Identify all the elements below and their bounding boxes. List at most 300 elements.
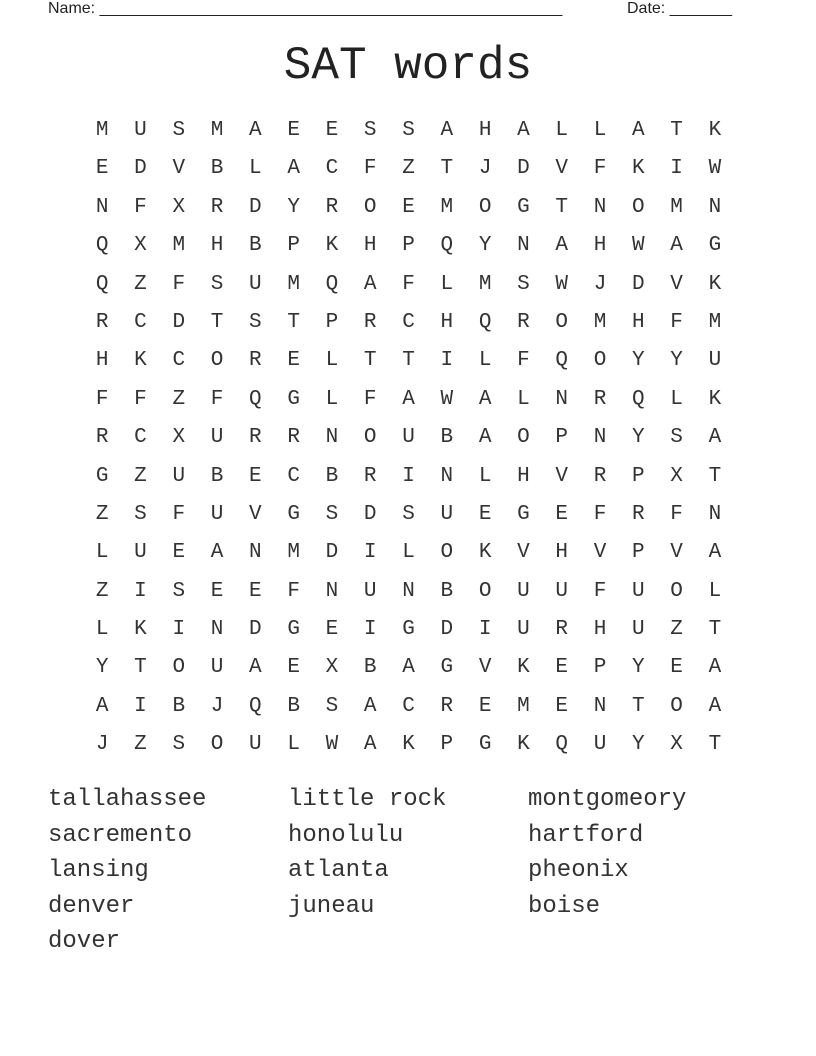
grid-cell: E xyxy=(555,656,569,680)
word-bank-item: boise xyxy=(528,892,601,920)
grid-cell: A xyxy=(402,387,415,411)
grid-cell: P xyxy=(402,234,415,258)
grid-cell: S xyxy=(670,426,683,450)
grid-cell: J xyxy=(210,694,224,718)
grid-cell: N xyxy=(325,426,339,450)
grid-cell: U xyxy=(134,541,147,565)
grid-cell: L xyxy=(402,541,415,565)
grid-cell: X xyxy=(325,656,339,680)
grid-cell: L xyxy=(517,387,530,411)
grid-cell: K xyxy=(517,733,530,757)
grid-cell: Y xyxy=(95,656,109,680)
grid-cell: Y xyxy=(632,349,645,373)
grid-cell: N xyxy=(402,579,415,603)
grid-cell: L xyxy=(670,387,683,411)
grid-cell: V xyxy=(249,502,262,526)
grid-cell: Z xyxy=(670,618,683,642)
grid-cell: M xyxy=(708,310,722,334)
grid-cell: A xyxy=(249,656,262,680)
grid-cell: Y xyxy=(670,349,683,373)
grid-cell: E xyxy=(95,157,109,181)
grid-cell: O xyxy=(670,694,683,718)
grid-cell: Q xyxy=(440,234,454,258)
grid-cell: D xyxy=(440,618,454,642)
grid-cell: V xyxy=(670,541,683,565)
grid-cell: A xyxy=(363,733,377,757)
grid-cell: H xyxy=(632,310,645,334)
grid-cell: I xyxy=(172,618,186,642)
grid-cell: L xyxy=(593,119,607,142)
grid-row xyxy=(83,227,734,265)
grid-cell: X xyxy=(670,464,683,488)
grid-cell: R xyxy=(363,464,377,488)
grid-cell: I xyxy=(134,694,147,718)
date-field: Date: _______ xyxy=(627,0,732,17)
grid-cell: J xyxy=(593,272,607,296)
grid-cell: E xyxy=(478,694,492,718)
grid-cell: U xyxy=(134,119,147,142)
grid-cell: A xyxy=(249,119,262,142)
grid-cell: R xyxy=(440,694,454,718)
grid-cell: P xyxy=(555,426,569,450)
grid-cell: R xyxy=(249,349,262,373)
grid-cell: U xyxy=(632,579,645,603)
grid-cell: L xyxy=(478,349,492,373)
grid-cell: B xyxy=(287,694,300,718)
grid-cell: J xyxy=(478,157,492,181)
grid-cell: L xyxy=(440,272,454,296)
word-bank xyxy=(48,782,768,960)
grid-cell: L xyxy=(249,157,262,181)
grid-cell: E xyxy=(555,694,569,718)
grid-cell: Z xyxy=(134,272,147,296)
grid-cell: C xyxy=(402,694,415,718)
grid-cell: A xyxy=(478,426,492,450)
grid-cell: O xyxy=(172,656,186,680)
grid-cell: M xyxy=(287,541,300,565)
grid-cell: M xyxy=(517,694,530,718)
letter-grid xyxy=(83,112,734,765)
grid-cell: T xyxy=(287,310,300,334)
grid-cell: N xyxy=(517,234,530,258)
grid-cell: O xyxy=(363,426,377,450)
grid-cell: Y xyxy=(632,426,645,450)
grid-cell: M xyxy=(440,195,454,219)
grid-cell: O xyxy=(440,541,454,565)
grid-cell: N xyxy=(325,579,339,603)
grid-cell: I xyxy=(402,464,415,488)
grid-cell: P xyxy=(440,733,454,757)
grid-cell: K xyxy=(517,656,530,680)
grid-cell: C xyxy=(134,310,147,334)
grid-row xyxy=(83,112,734,150)
grid-cell: I xyxy=(440,349,454,373)
grid-cell: M xyxy=(210,119,224,142)
grid-row xyxy=(83,342,734,380)
grid-cell: Z xyxy=(134,464,147,488)
grid-row xyxy=(83,534,734,572)
grid-cell: L xyxy=(708,579,722,603)
grid-cell: G xyxy=(95,464,109,488)
grid-cell: B xyxy=(210,157,224,181)
grid-cell: T xyxy=(363,349,377,373)
grid-cell: S xyxy=(402,502,415,526)
grid-cell: T xyxy=(555,195,569,219)
grid-cell: S xyxy=(210,272,224,296)
grid-cell: O xyxy=(210,733,224,757)
grid-cell: B xyxy=(325,464,339,488)
grid-row xyxy=(83,304,734,342)
grid-cell: F xyxy=(210,387,224,411)
grid-cell: N xyxy=(708,502,722,526)
grid-cell: X xyxy=(134,234,147,258)
word-bank-item: little rock xyxy=(288,786,447,813)
grid-cell: N xyxy=(593,694,607,718)
word-bank-item: tallahassee xyxy=(48,786,207,813)
grid-cell: K xyxy=(402,733,415,757)
grid-cell: L xyxy=(95,618,109,642)
grid-cell: H xyxy=(363,234,377,258)
grid-cell: E xyxy=(287,656,300,680)
grid-cell: T xyxy=(402,349,415,373)
grid-cell: Q xyxy=(478,310,492,334)
grid-cell: N xyxy=(555,387,569,411)
grid-cell: O xyxy=(478,579,492,603)
grid-cell: O xyxy=(517,426,530,450)
grid-cell: D xyxy=(249,618,262,642)
grid-cell: Z xyxy=(95,579,109,603)
grid-cell: R xyxy=(593,387,607,411)
grid-cell: R xyxy=(95,310,109,334)
grid-row xyxy=(83,726,734,764)
grid-cell: E xyxy=(210,579,224,603)
grid-row xyxy=(83,150,734,188)
grid-row xyxy=(83,189,734,227)
grid-cell: T xyxy=(708,464,722,488)
word-bank-item: hartford xyxy=(528,821,644,849)
grid-cell: H xyxy=(517,464,530,488)
grid-cell: Z xyxy=(172,387,186,411)
word-bank-item: denver xyxy=(48,892,135,920)
grid-cell: K xyxy=(708,119,722,142)
grid-cell: M xyxy=(95,119,109,142)
grid-cell: N xyxy=(249,541,262,565)
grid-cell: O xyxy=(593,349,607,373)
grid-cell: E xyxy=(325,618,339,642)
grid-cell: Q xyxy=(555,733,569,757)
grid-cell: U xyxy=(210,502,224,526)
grid-cell: A xyxy=(555,234,569,258)
grid-cell: G xyxy=(517,502,530,526)
grid-cell: D xyxy=(249,195,262,219)
grid-cell: R xyxy=(249,426,262,450)
name-field: Name: ____________________________________________________ xyxy=(48,0,563,17)
grid-cell: E xyxy=(402,195,415,219)
grid-cell: T xyxy=(210,310,224,334)
grid-cell: R xyxy=(325,195,339,219)
grid-cell: U xyxy=(402,426,415,450)
grid-cell: U xyxy=(249,733,262,757)
grid-cell: U xyxy=(440,502,454,526)
grid-cell: Q xyxy=(555,349,569,373)
grid-cell: R xyxy=(517,310,530,334)
grid-cell: A xyxy=(210,541,224,565)
grid-cell: K xyxy=(478,541,492,565)
word-bank-item: honolulu xyxy=(288,821,404,849)
word-bank-item: juneau xyxy=(288,892,375,920)
grid-row xyxy=(83,419,734,457)
grid-cell: E xyxy=(249,579,262,603)
grid-cell: G xyxy=(287,618,300,642)
grid-cell: S xyxy=(363,119,377,142)
grid-cell: N xyxy=(593,426,607,450)
grid-cell: W xyxy=(632,234,645,258)
grid-cell: U xyxy=(210,426,224,450)
grid-cell: S xyxy=(517,272,530,296)
grid-cell: F xyxy=(172,272,186,296)
grid-cell: O xyxy=(363,195,377,219)
grid-cell: D xyxy=(134,157,147,181)
grid-cell: L xyxy=(325,387,339,411)
grid-cell: S xyxy=(172,579,186,603)
grid-cell: V xyxy=(517,541,530,565)
grid-row xyxy=(83,496,734,534)
grid-cell: K xyxy=(708,272,722,296)
grid-row xyxy=(83,573,734,611)
grid-cell: U xyxy=(363,579,377,603)
grid-cell: N xyxy=(593,195,607,219)
grid-cell: S xyxy=(172,733,186,757)
grid-cell: G xyxy=(478,733,492,757)
grid-cell: F xyxy=(670,502,683,526)
grid-cell: D xyxy=(363,502,377,526)
grid-cell: S xyxy=(325,694,339,718)
grid-cell: H xyxy=(555,541,569,565)
grid-cell: Y xyxy=(632,733,645,757)
grid-cell: D xyxy=(517,157,530,181)
grid-cell: O xyxy=(632,195,645,219)
grid-cell: U xyxy=(555,579,569,603)
grid-cell: G xyxy=(517,195,530,219)
grid-cell: S xyxy=(134,502,147,526)
grid-cell: L xyxy=(95,541,109,565)
grid-cell: B xyxy=(172,694,186,718)
grid-cell: S xyxy=(402,119,415,142)
grid-cell: Q xyxy=(95,234,109,258)
grid-cell: E xyxy=(287,119,300,142)
grid-cell: Q xyxy=(325,272,339,296)
grid-cell: V xyxy=(478,656,492,680)
word-bank-item: montgomeory xyxy=(528,786,687,813)
grid-cell: U xyxy=(210,656,224,680)
grid-row xyxy=(83,266,734,304)
grid-cell: U xyxy=(517,579,530,603)
grid-cell: A xyxy=(670,234,683,258)
grid-cell: S xyxy=(325,502,339,526)
grid-cell: O xyxy=(670,579,683,603)
grid-cell: U xyxy=(172,464,186,488)
grid-cell: O xyxy=(478,195,492,219)
grid-cell: F xyxy=(402,272,415,296)
grid-cell: G xyxy=(708,234,722,258)
grid-cell: X xyxy=(172,195,186,219)
grid-cell: V xyxy=(593,541,607,565)
grid-cell: F xyxy=(95,387,109,411)
grid-cell: Z xyxy=(134,733,147,757)
word-bank-item: lansing xyxy=(48,857,149,885)
grid-cell: A xyxy=(440,119,454,142)
grid-cell: I xyxy=(363,541,377,565)
grid-cell: Q xyxy=(632,387,645,411)
grid-cell: Q xyxy=(249,694,262,718)
grid-cell: H xyxy=(210,234,224,258)
grid-cell: B xyxy=(210,464,224,488)
grid-cell: N xyxy=(210,618,224,642)
grid-cell: E xyxy=(555,502,569,526)
grid-cell: J xyxy=(95,733,109,757)
grid-cell: Q xyxy=(95,272,109,296)
grid-cell: F xyxy=(363,157,377,181)
grid-cell: S xyxy=(249,310,262,334)
grid-cell: O xyxy=(555,310,569,334)
grid-cell: L xyxy=(478,464,492,488)
grid-cell: G xyxy=(287,502,300,526)
grid-cell: K xyxy=(134,349,147,373)
grid-cell: U xyxy=(249,272,262,296)
grid-cell: E xyxy=(287,349,300,373)
grid-cell: F xyxy=(593,579,607,603)
grid-cell: O xyxy=(210,349,224,373)
grid-cell: H xyxy=(478,119,492,142)
grid-cell: U xyxy=(517,618,530,642)
grid-row xyxy=(83,611,734,649)
grid-cell: G xyxy=(287,387,300,411)
grid-cell: N xyxy=(440,464,454,488)
grid-cell: A xyxy=(632,119,645,142)
grid-cell: Y xyxy=(287,195,300,219)
grid-cell: W xyxy=(325,733,339,757)
grid-cell: U xyxy=(632,618,645,642)
grid-cell: P xyxy=(287,234,300,258)
grid-cell: Y xyxy=(632,656,645,680)
grid-cell: H xyxy=(95,349,109,373)
grid-cell: A xyxy=(708,656,722,680)
grid-cell: I xyxy=(478,618,492,642)
grid-cell: R xyxy=(632,502,645,526)
grid-cell: P xyxy=(632,541,645,565)
grid-row xyxy=(83,649,734,687)
grid-cell: R xyxy=(555,618,569,642)
grid-cell: F xyxy=(363,387,377,411)
grid-cell: X xyxy=(670,733,683,757)
grid-cell: M xyxy=(478,272,492,296)
grid-cell: L xyxy=(555,119,569,142)
grid-cell: Q xyxy=(249,387,262,411)
grid-cell: F xyxy=(593,157,607,181)
grid-cell: V xyxy=(555,464,569,488)
grid-cell: F xyxy=(134,195,147,219)
grid-cell: P xyxy=(593,656,607,680)
grid-cell: V xyxy=(555,157,569,181)
grid-cell: R xyxy=(95,426,109,450)
grid-cell: Z xyxy=(95,502,109,526)
grid-cell: E xyxy=(478,502,492,526)
grid-cell: E xyxy=(670,656,683,680)
grid-cell: V xyxy=(172,157,186,181)
grid-cell: B xyxy=(363,656,377,680)
grid-cell: P xyxy=(632,464,645,488)
grid-cell: E xyxy=(249,464,262,488)
grid-cell: S xyxy=(172,119,186,142)
grid-cell: T xyxy=(440,157,454,181)
page-title: SAT words xyxy=(283,40,533,92)
grid-cell: G xyxy=(402,618,415,642)
grid-cell: T xyxy=(708,733,722,757)
grid-cell: W xyxy=(708,157,722,181)
grid-cell: F xyxy=(287,579,300,603)
grid-cell: C xyxy=(325,157,339,181)
word-bank-item: pheonix xyxy=(528,857,629,885)
grid-cell: K xyxy=(134,618,147,642)
grid-cell: C xyxy=(134,426,147,450)
word-bank-item: sacremento xyxy=(48,821,193,849)
grid-cell: F xyxy=(670,310,683,334)
grid-cell: A xyxy=(478,387,492,411)
grid-cell: A xyxy=(708,541,722,565)
word-bank-item: atlanta xyxy=(288,857,389,885)
grid-cell: T xyxy=(708,618,722,642)
grid-cell: B xyxy=(440,579,454,603)
grid-cell: U xyxy=(708,349,722,373)
grid-cell: H xyxy=(593,234,607,258)
grid-cell: F xyxy=(172,502,186,526)
grid-cell: R xyxy=(593,464,607,488)
grid-cell: F xyxy=(593,502,607,526)
grid-cell: M xyxy=(287,272,300,296)
grid-cell: I xyxy=(670,157,683,181)
grid-cell: A xyxy=(708,426,722,450)
grid-cell: H xyxy=(440,310,454,334)
grid-cell: N xyxy=(95,195,109,219)
grid-cell: M xyxy=(172,234,186,258)
grid-cell: M xyxy=(670,195,683,219)
grid-cell: T xyxy=(134,656,147,680)
grid-cell: W xyxy=(555,272,569,296)
grid-cell: D xyxy=(325,541,339,565)
grid-cell: I xyxy=(134,579,147,603)
grid-cell: D xyxy=(172,310,186,334)
grid-cell: C xyxy=(402,310,415,334)
grid-row xyxy=(83,381,734,419)
grid-cell: F xyxy=(134,387,147,411)
grid-cell: R xyxy=(363,310,377,334)
grid-cell: E xyxy=(172,541,186,565)
grid-cell: B xyxy=(249,234,262,258)
grid-cell: E xyxy=(325,119,339,142)
grid-cell: Z xyxy=(402,157,415,181)
grid-cell: C xyxy=(172,349,186,373)
grid-cell: L xyxy=(325,349,339,373)
grid-cell: I xyxy=(363,618,377,642)
grid-cell: A xyxy=(517,119,530,142)
grid-cell: A xyxy=(95,694,109,718)
grid-cell: M xyxy=(593,310,607,334)
worksheet-header xyxy=(0,0,816,20)
grid-cell: K xyxy=(325,234,339,258)
grid-cell: W xyxy=(440,387,454,411)
grid-cell: L xyxy=(287,733,300,757)
grid-cell: K xyxy=(708,387,722,411)
